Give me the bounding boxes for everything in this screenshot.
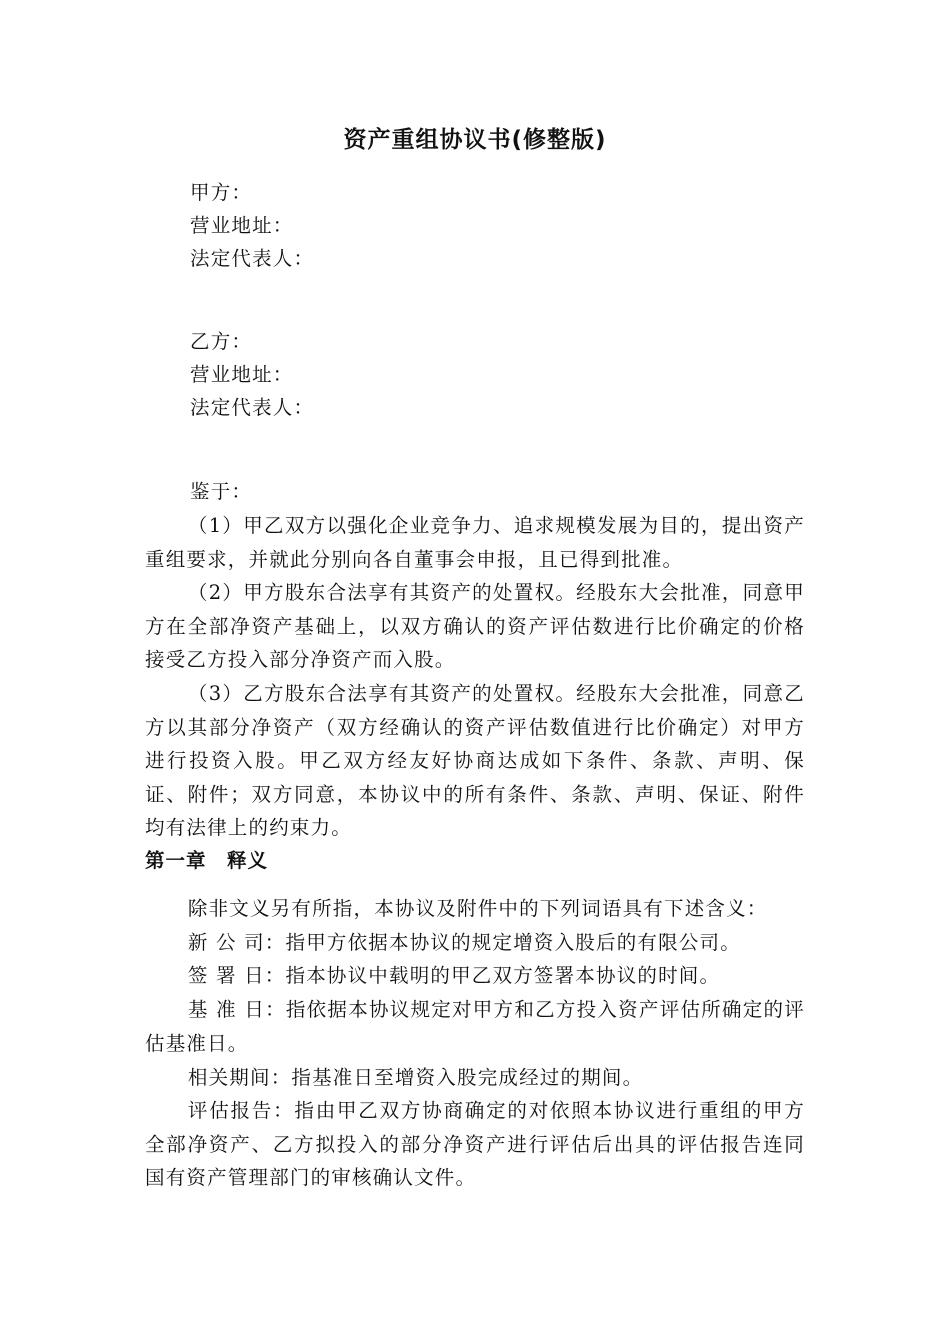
- recital-item-2: （2）甲方股东合法享有其资产的处置权。经股东大会批准，同意甲方在全部净资产基础上，以双方确认的资产评估数进行比价确定的价格接受乙方投入部分净资产而入股。: [145, 581, 805, 672]
- definition-relevant-period: 相关期间：指基准日至增资入股完成经过的期间。: [187, 1066, 644, 1089]
- party-a-label: 甲方：: [190, 181, 253, 204]
- party-b-address-label: 营业地址：: [190, 363, 294, 386]
- definition-evaluation-report: 评估报告：指由甲乙双方协商确定的对依照本协议进行重组的甲方全部净资产、乙方拟投入的部分净资产进行评估后出具的评估报告连同国有资产管理部门的审核确认文件。: [145, 1099, 805, 1190]
- chapter-intro: 除非文义另有所指，本协议及附件中的下列词语具有下述含义：: [187, 897, 768, 920]
- recital-item-3: （3）乙方股东合法享有其资产的处置权。经股东大会批准，同意乙方以其部分净资产（双方经确认的资产评估数值进行比价确定）对甲方进行投资入股。甲乙双方经友好协商达成如下条件、条款、声明、保证、附件；双方同意，本协议中的所有条件、条款、声明、保证、附件均有法律上的约束力。: [145, 682, 805, 840]
- chapter-heading: 第一章 释义: [145, 849, 269, 872]
- party-a-address-label: 营业地址：: [190, 214, 294, 237]
- definition-signing-date: 签 署 日：指本协议中载明的甲乙双方签署本协议的时间。: [187, 964, 721, 987]
- recitals-heading: 鉴于：: [190, 480, 253, 503]
- party-b-label: 乙方：: [190, 330, 253, 353]
- definition-new-company: 新 公 司：指甲方依据本协议的规定增资入股后的有限公司。: [187, 931, 741, 954]
- definition-base-date: 基 准 日：指依据本协议规定对甲方和乙方投入资产评估所确定的评估基准日。: [145, 998, 805, 1055]
- document-title: 资产重组协议书(修整版): [343, 127, 607, 153]
- party-b-rep-label: 法定代表人：: [190, 396, 315, 419]
- recital-item-1: （1）甲乙双方以强化企业竞争力、追求规模发展为目的，提出资产重组要求，并就此分别向各自董事会申报，且已得到批准。: [145, 514, 805, 571]
- party-a-rep-label: 法定代表人：: [190, 247, 315, 270]
